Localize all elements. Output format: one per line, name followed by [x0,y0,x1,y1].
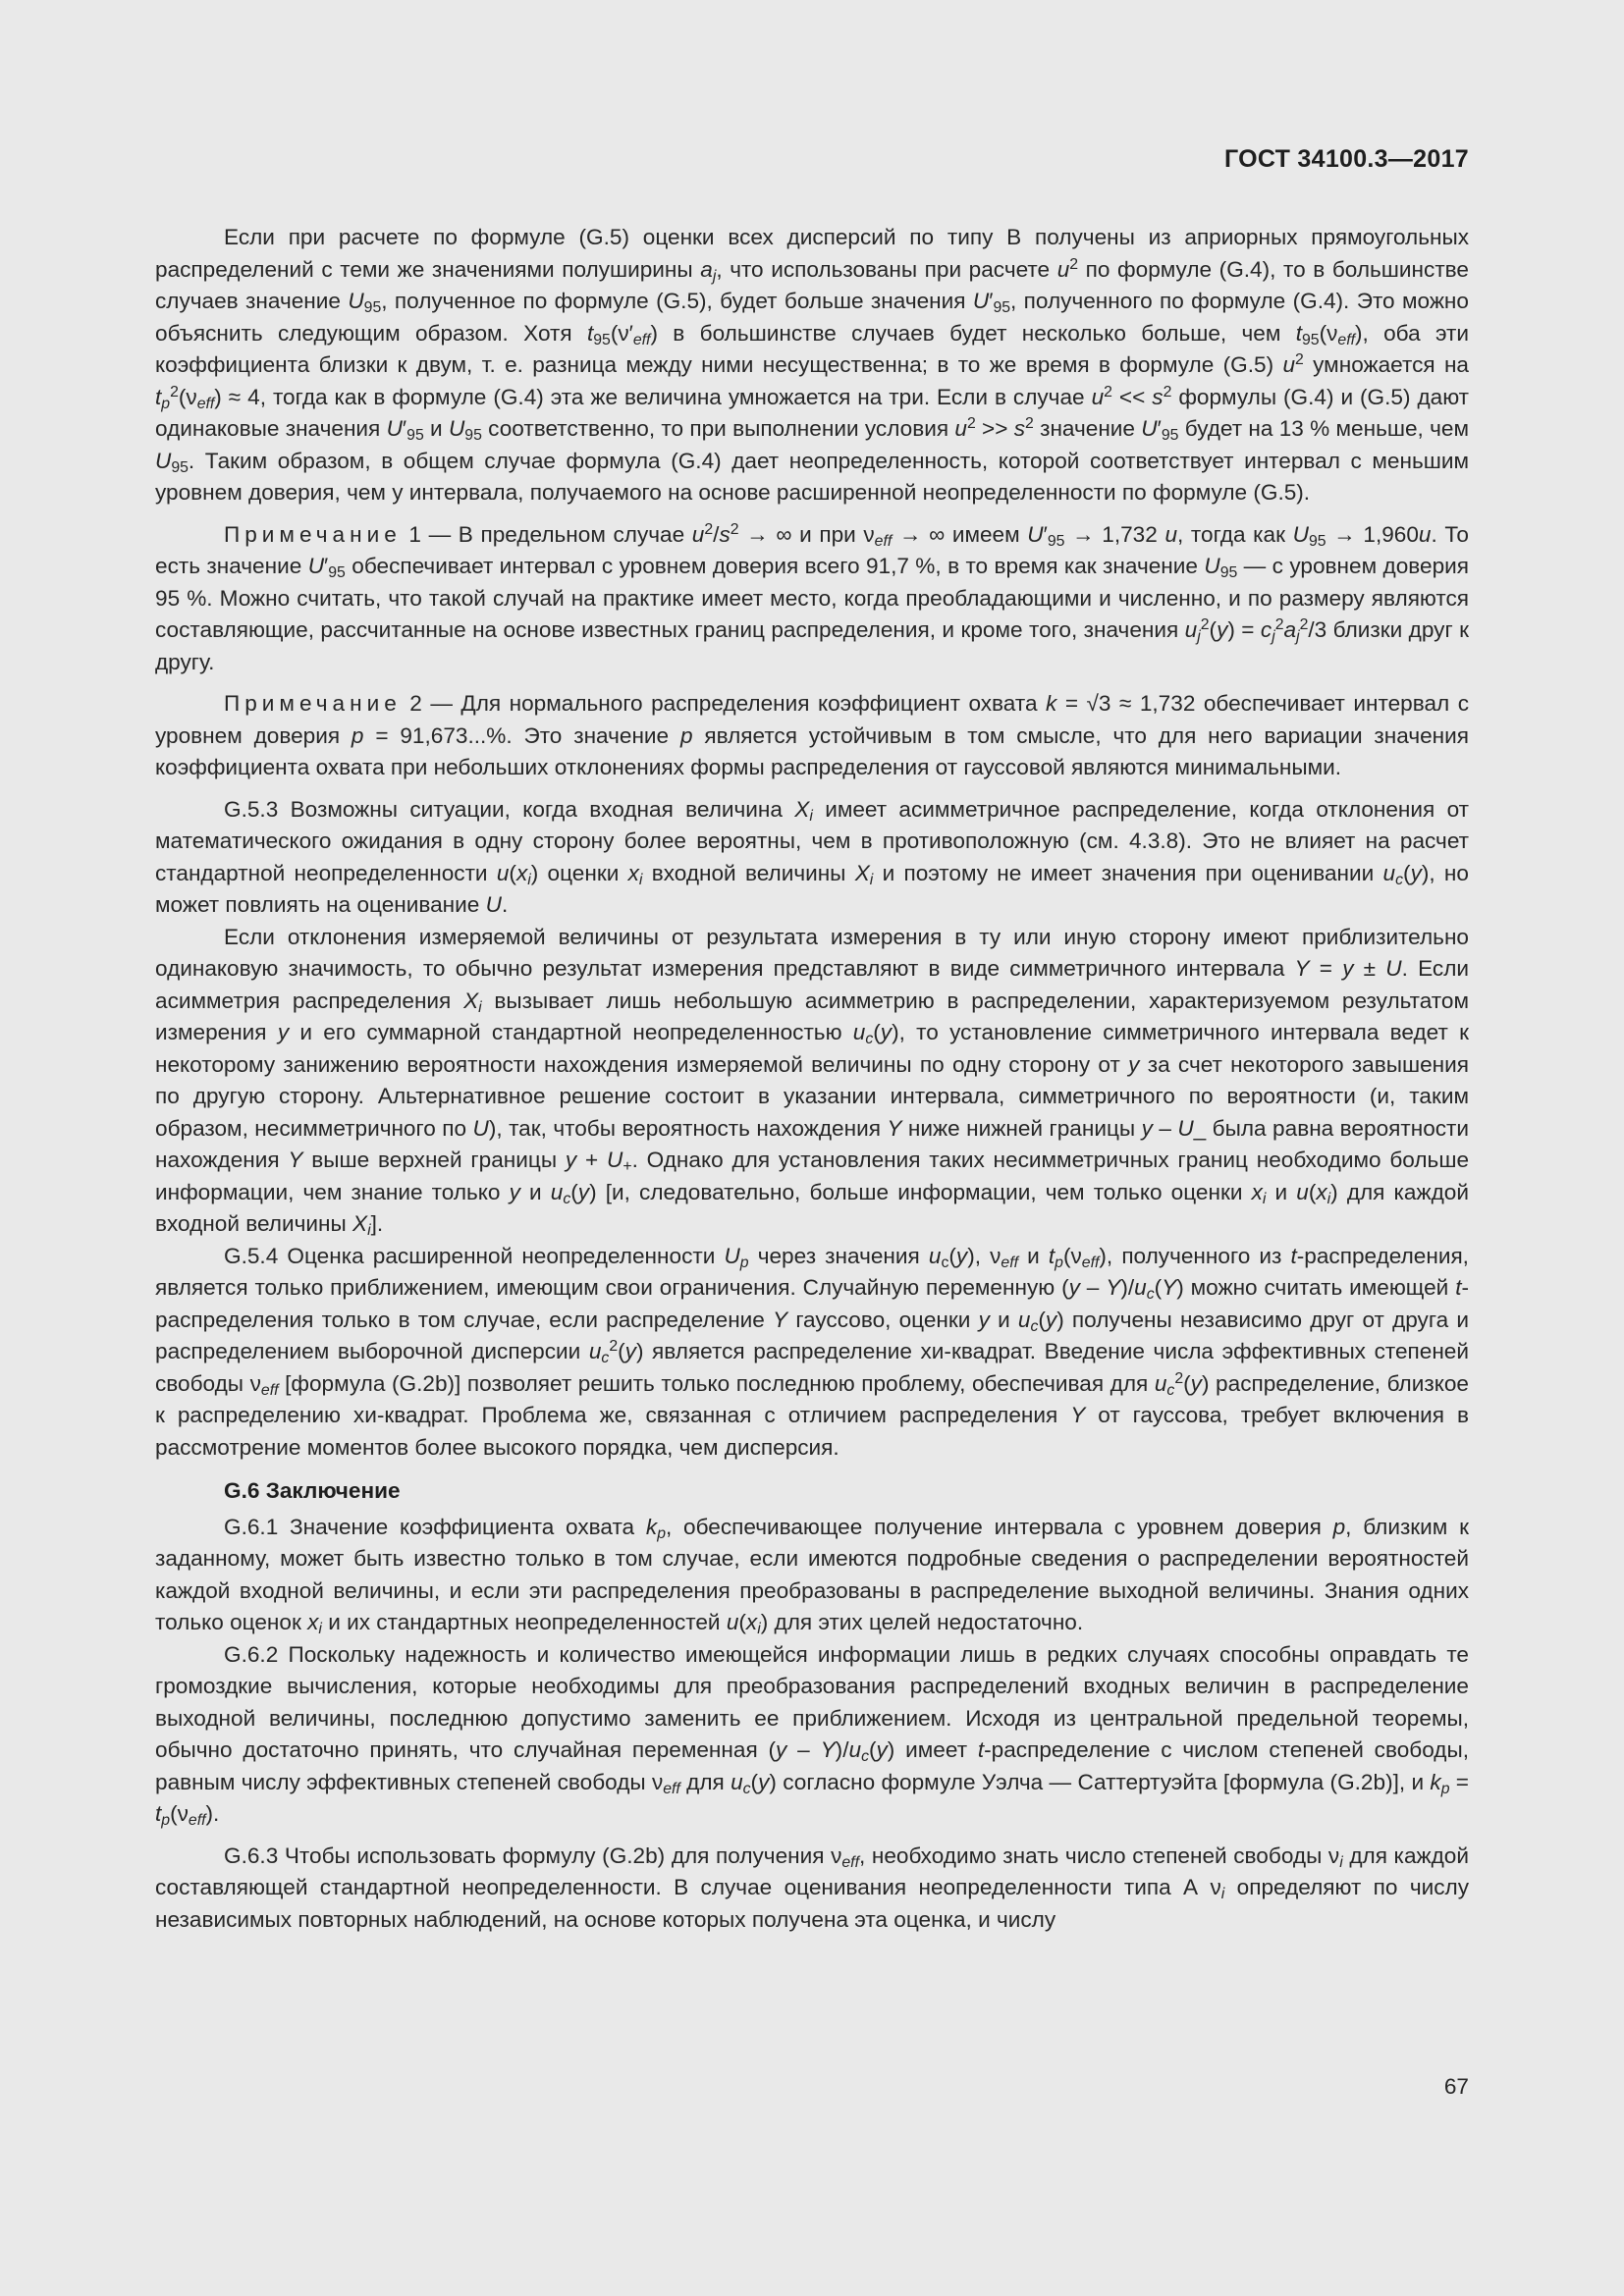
paragraph: Если отклонения измеряемой величины от результата измерения в ту или иную сторону имеют приблизительно одинаковую значимость, то обычно результат измерения представляют в виде симметричного интервала Y = y ± U. Если асимметрия распределения $X_i$ вызывает лишь небольшую асимметрию в распределении, характеризуемом результатом измерения y и его суммарной стандартной неопределенностью $u_c(y)$, то установление симметричного интервала ведет к некоторому занижению вероятности нахождения измеряемой величины по одну сторону от y за счет некоторого завышения по другую сторону. Альтернативное решение состоит в указании интервала, симметричного по вероятности (и, таким образом, несимметричного по U), так, чтобы вероятность нахождения Y ниже нижней границы y – U_ была равна вероятности нахождения Y выше верхней границы $y + U_+$. Однако для установления таких несимметричных границ необходимо больше информации, чем знание только y и $u_c(y)$ [и, следовательно, больше информации, чем только оценки $x_i$ и $u(x_i)$ для каждой входной величины $X_i$]. [155,924,1470,1239]
paragraph: G.6.2 Поскольку надежность и количество имеющейся информации лишь в редких случаях способны оправдать те громоздкие вычисления, которые необходимы для преобразования распределений входных величин в распределение выходной величины, последнюю допустимо заменить ее приближением. Исходя из центральной предельной теоремы, обычно достаточно принять, что случайная переменная $(y - Y)/u_c(y)$ имеет t-распределение с числом степеней свободы, равным числу эффективных степеней свободы $\nu_{eff}$ для $u_c(y)$ согласно формуле Уэлча — Саттертуэйта [формула (G.2b)], и $k_p = t_p(\nu_{eff})$. [155,1641,1469,1829]
section-heading: G.6 Заключение [224,1478,401,1503]
paragraph: G.6.3 Чтобы использовать формулу (G.2b) для получения $\nu_{eff}$, необходимо знать число степеней свободы $\nu_i$ для каждой составляющей стандартной неопределенности. В случае оценивания неопределенности типа А $\nu_i$ определяют по числу независимых повторных наблюдений, на основе которых получена эта оценка, и числу [155,1842,1469,1932]
page-header-doc-id: ГОСТ 34100.3—2017 [1223,145,1469,173]
paragraph: G.5.3 Возможны ситуации, когда входная величина $X_i$ имеет асимметричное распределение, когда отклонения от математического ожидания в одну сторону более вероятны, чем в противоположную (см. 4.3.8). Это не влияет на расчет стандартной неопределенности $u(x_i)$ оценки $x_i$ входной величины $X_i$ и поэтому не имеет значения при оценивании $u_c(y)$, но может повлиять на оценивание U. [155,796,1469,917]
paragraph: G.5.4 Оценка расширенной неопределенности $U_p$ через значения $u_c(y)$, $\nu_{eff}$ и $t_p(\nu_{eff})$, полученного из t-распределения, является только приближением, имеющим свои ограничения. Случайную переменную $(y - Y)/u_c(Y)$ можно считать имеющей t-распределения только в том случае, если распределение Y гауссово, оценки y и $u_c(y)$ получены независимо друг от друга и распределением выборочной дисперсии $u_c^2(y)$ является распределение хи-квадрат. Введение числа эффективных степеней свободы $\nu_{eff}$ [формула (G.2b)] позволяет решить только последнюю проблему, обеспечивая для $u_c^2(y)$ распределение, близкое к распределению хи-квадрат. Проблема же, связанная с отличием распределения Y от гауссова, требует включения в рассмотрение моментов более высокого порядка, чем дисперсия. [155,1243,1470,1460]
note-paragraph: Примечание 2 — Для нормального распределения коэффициент охвата k = √3 ≈ 1,732 обеспечивает интервал с уровнем доверия p = 91,673...%. Это значение p является устойчивым в том смысле, что для него вариации значения коэффициента охвата при небольших отклонениях формы распределения от гауссовой являются минимальными. [155,691,1470,779]
paragraph: Если при расчете по формуле (G.5) оценки всех дисперсий по типу В получены из априорных прямоугольных распределений с теми же значениями полуширины $a_j$, что использованы при расчете $u^2$ по формуле (G.4), то в большинстве случаев значение $U_{95}$, полученное по формуле (G.5), будет больше значения $U'_{95}$, полученного по формуле (G.4). Это можно объяснить следующим образом. Хотя $t_{95}(\nu'_{eff})$ в большинстве случаев будет несколько больше, чем $t_{95}(\nu_{eff})$, оба эти коэффициента близки к двум, т. е. разница между ними несущественна; в то же время в формуле (G.5) $u^2$ умножается на $t_p^2(\nu_{eff}) \approx 4$, тогда как в формуле (G.4) эта же величина умножается на три. Если в случае $u^2 << s^2$ формулы (G.4) и (G.5) дают одинаковые значения $U'_{95}$ и $U_{95}$ соответственно, то при выполнении условия $u^2 >> s^2$ значение $U'_{95}$ будет на 13 % меньше, чем $U_{95}$. Таким образом, в общем случае формула (G.4) дает неопределенность, которой соответствует интервал с меньшим уровнем доверия, чем у интервала, получаемого на основе расширенной неопределенности по формуле (G.5). [155,225,1470,505]
page-number: 67 [1443,2074,1469,2099]
paragraph: G.6.1 Значение коэффициента охвата $k_p$, обеспечивающее получение интервала с уровнем доверия p, близким к заданному, может быть известно только в том случае, если имеются подробные сведения о распределении вероятностей каждой входной величины, и если эти распределения преобразованы в распределение выходной величины. Знания одних только оценок $x_i$ и их стандартных неопределенностей $u(x_i)$ для этих целей недостаточно. [155,1514,1469,1637]
note-paragraph: Примечание 1 — В предельном случае $u^2/s^2$ → ∞ и при $\nu_{eff}$ → ∞ имеем $U'_{95} \to 1,732$ u, тогда как $U_{95} \to 1,960u$. То есть значение $U'_{95}$ обеспечивает интервал с уровнем доверия всего 91,7 %, в то время как значение $U_{95}$ — с уровнем доверия 95 %. Можно считать, что такой случай на практике имеет место, когда преобладающими и численно, и по размеру являются составляющие, рассчитанные на основе известных границ распределения, и кроме того, значения $u_j^2(y) = c_j^2a_j^2/3$ близки друг к другу. [155,520,1469,674]
document-body [155,222,1469,1936]
